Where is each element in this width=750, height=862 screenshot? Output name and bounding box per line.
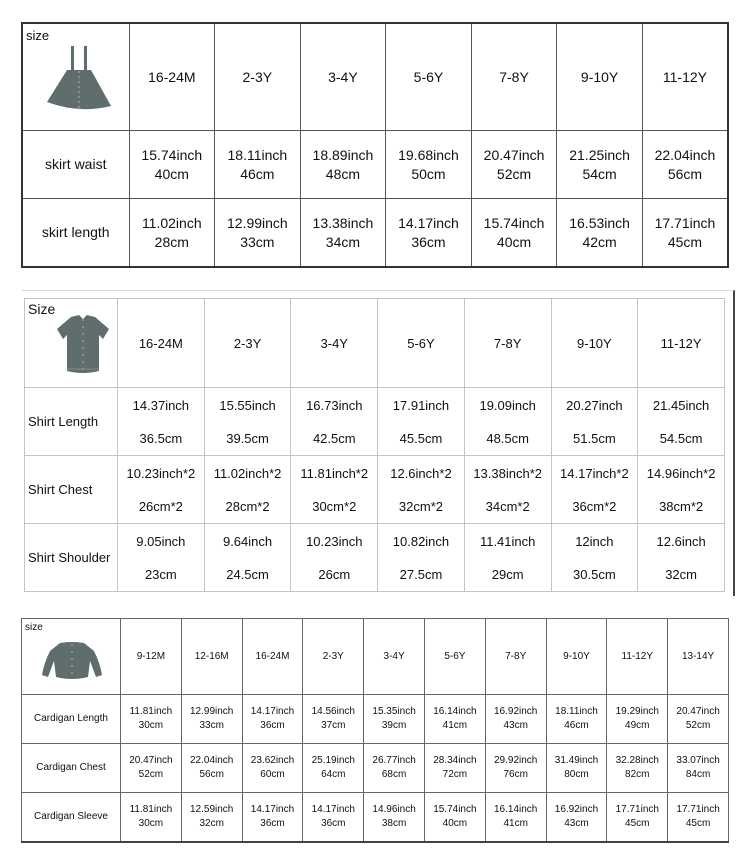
cm-value: 43cm: [564, 818, 589, 829]
inch-value: 12.6inch: [656, 533, 706, 549]
inch-value: 14.17inch*2: [560, 465, 629, 481]
measure-cell: [204, 524, 291, 592]
measure-cell: [485, 744, 546, 793]
cm-value: 36cm: [321, 818, 346, 829]
shirt-corner-cell: [25, 299, 118, 388]
cm-value: 52cm: [685, 720, 711, 731]
cm-value: 40cm: [496, 233, 532, 250]
inch-value: 21.25inch: [569, 146, 630, 163]
cm-value: 56cm: [667, 165, 703, 182]
measure-cell: [129, 131, 215, 199]
measure-cell: [121, 744, 182, 793]
measure-cell: [181, 744, 242, 793]
cm-value: 34cm*2: [485, 498, 530, 514]
cm-value: 28cm*2: [225, 498, 270, 514]
cm-value: 54.5cm: [659, 430, 703, 446]
inch-value: 13.38inch*2: [473, 465, 542, 481]
size-header: 2-3Y: [215, 23, 301, 131]
measure-cell: [464, 388, 551, 456]
row-label: Cardigan Sleeve: [22, 793, 121, 843]
cm-value: 40cm: [154, 165, 189, 182]
measure-cell: [424, 744, 485, 793]
inch-value: 26.77inch: [372, 755, 416, 766]
cm-value: 26cm: [318, 566, 351, 582]
cm-value: 42.5cm: [312, 430, 356, 446]
inch-value: 17.71inch: [615, 804, 659, 815]
cm-value: 38cm: [381, 818, 407, 829]
measure-cell: [291, 456, 378, 524]
measure-cell: [638, 456, 725, 524]
size-header: 7-8Y: [485, 619, 546, 695]
skirt-waist-row: [22, 131, 728, 199]
size-header: 11-12Y: [607, 619, 668, 695]
cm-value: 39cm: [381, 720, 407, 731]
row-label: skirt length: [22, 199, 129, 268]
size-header: 16-24M: [242, 619, 303, 695]
size-header: 9-10Y: [551, 299, 638, 388]
cm-value: 26cm*2: [138, 498, 183, 514]
cm-value: 52cm: [138, 769, 164, 780]
inch-value: 11.81inch: [129, 804, 173, 815]
measure-cell: [129, 199, 215, 268]
cm-value: 36cm: [260, 720, 285, 731]
measure-cell: [424, 695, 485, 744]
measure-cell: [121, 695, 182, 744]
measure-cell: [364, 744, 425, 793]
inch-value: 20.47inch: [483, 146, 545, 163]
size-header: 5-6Y: [424, 619, 485, 695]
size-header: 5-6Y: [386, 23, 472, 131]
cm-value: 43cm: [503, 720, 528, 731]
skirt-corner-cell: [22, 23, 129, 131]
inch-value: 14.96inch: [372, 804, 416, 815]
measure-cell: [364, 695, 425, 744]
measure-cell: [607, 744, 668, 793]
measure-cell: [386, 199, 472, 268]
size-header: 9-10Y: [557, 23, 643, 131]
cm-value: 28cm: [154, 233, 189, 250]
inch-value: 19.29inch: [615, 706, 659, 717]
cardigan-sleeve-row: [22, 793, 729, 843]
inch-value: 12.6inch*2: [390, 465, 452, 481]
measure-cell: [300, 131, 386, 199]
measure-cell: [638, 524, 725, 592]
inch-value: 18.89inch: [312, 146, 374, 163]
cardigan-length-row: [22, 695, 729, 744]
inch-value: 20.47inch: [676, 706, 720, 717]
measure-cell: [638, 388, 725, 456]
cm-value: 45cm: [685, 818, 711, 829]
cm-value: 82cm: [625, 769, 650, 780]
measure-cell: [551, 456, 638, 524]
cm-value: 52cm: [496, 165, 532, 182]
row-label: Shirt Length: [25, 388, 118, 456]
measure-cell: [378, 456, 465, 524]
measure-cell: [557, 131, 643, 199]
inch-value: 20.27inch: [566, 397, 623, 413]
measure-cell: [485, 695, 546, 744]
inch-value: 31.49inch: [554, 755, 599, 766]
shirt-shoulder-row: [25, 524, 725, 592]
inch-value: 17.91inch: [392, 397, 450, 413]
cm-value: 45cm: [667, 233, 703, 250]
inch-value: 21.45inch: [652, 397, 710, 413]
cm-value: 27.5cm: [399, 566, 443, 582]
inch-value: 15.74inch: [483, 214, 545, 231]
measure-cell: [291, 524, 378, 592]
measure-cell: [300, 199, 386, 268]
skirt-size-table: [21, 22, 729, 268]
inch-value: 22.04inch: [190, 755, 234, 766]
measure-cell: [464, 456, 551, 524]
inch-value: 19.09inch: [479, 397, 536, 413]
cm-value: 68cm: [381, 769, 407, 780]
cm-value: 23cm: [144, 566, 177, 582]
row-label: Shirt Chest: [25, 456, 118, 524]
inch-value: 14.17inch: [311, 804, 355, 815]
shirt-length-row: [25, 388, 725, 456]
skirt-length-row: [22, 199, 728, 268]
measure-cell: [242, 793, 303, 843]
size-header: 12-16M: [181, 619, 242, 695]
inch-value: 14.37inch: [132, 397, 190, 413]
measure-cell: [471, 131, 557, 199]
measure-cell: [386, 131, 472, 199]
inch-value: 10.82inch: [392, 533, 450, 549]
cardigan-icon: [40, 641, 104, 681]
inch-value: 33.07inch: [676, 755, 720, 766]
inch-value: 12.99inch: [190, 706, 234, 717]
cm-value: 36.5cm: [139, 430, 183, 446]
inch-value: 28.34inch: [433, 755, 477, 766]
inch-value: 23.62inch: [250, 755, 295, 766]
measure-cell: [215, 199, 301, 268]
inch-value: 12inch: [575, 533, 614, 549]
cm-value: 42cm: [582, 233, 617, 250]
shirt-header-row: [25, 299, 725, 388]
measure-cell: [204, 456, 291, 524]
inch-value: 32.28inch: [615, 755, 659, 766]
measure-cell: [364, 793, 425, 843]
inch-value: 16.14inch: [493, 804, 538, 815]
measure-cell: [204, 388, 291, 456]
size-header: 9-12M: [121, 619, 182, 695]
cm-value: 38cm*2: [659, 498, 704, 514]
row-label: Shirt Shoulder: [25, 524, 118, 592]
inch-value: 12.99inch: [226, 214, 288, 231]
measure-cell: [118, 524, 205, 592]
inch-value: 10.23inch: [306, 533, 363, 549]
size-header: 11-12Y: [642, 23, 728, 131]
inch-value: 14.56inch: [311, 706, 355, 717]
size-header: 7-8Y: [471, 23, 557, 131]
size-header: 16-24M: [118, 299, 205, 388]
inch-value: 9.05inch: [136, 533, 186, 549]
measure-cell: [485, 793, 546, 843]
cm-value: 60cm: [260, 769, 285, 780]
measure-cell: [642, 199, 728, 268]
cm-value: 64cm: [321, 769, 346, 780]
measure-cell: [303, 744, 364, 793]
measure-cell: [378, 388, 465, 456]
shirt-size-table: [24, 298, 725, 592]
cm-value: 32cm*2: [398, 498, 443, 514]
inch-value: 22.04inch: [654, 146, 716, 163]
measure-cell: [291, 388, 378, 456]
cm-value: 54cm: [582, 165, 617, 182]
measure-cell: [242, 744, 303, 793]
measure-cell: [607, 793, 668, 843]
cm-value: 37cm: [321, 720, 346, 731]
cm-value: 51.5cm: [573, 430, 616, 446]
cm-value: 49cm: [625, 720, 650, 731]
size-header: 2-3Y: [204, 299, 291, 388]
cm-value: 30cm: [138, 720, 164, 731]
cm-value: 33cm: [240, 233, 275, 250]
cardigan-size-table: [21, 618, 729, 843]
inch-value: 16.53inch: [569, 214, 630, 231]
cm-value: 39.5cm: [226, 430, 269, 446]
cm-value: 48.5cm: [486, 430, 529, 446]
cm-value: 24.5cm: [226, 566, 269, 582]
size-header: 13-14Y: [668, 619, 729, 695]
cm-value: 33cm: [199, 720, 224, 731]
measure-cell: [668, 744, 729, 793]
skirt-header-row: [22, 23, 728, 131]
inch-value: 16.73inch: [306, 397, 363, 413]
inch-value: 9.64inch: [222, 533, 273, 549]
cm-value: 56cm: [199, 769, 224, 780]
measure-cell: [546, 695, 607, 744]
size-header: 11-12Y: [638, 299, 725, 388]
inch-value: 15.74inch: [141, 146, 203, 163]
inch-value: 11.41inch: [479, 533, 536, 549]
size-label: size: [26, 28, 50, 43]
inch-value: 11.81inch: [129, 706, 173, 717]
measure-cell: [642, 131, 728, 199]
inch-value: 19.68inch: [398, 146, 459, 163]
cm-value: 29cm: [491, 566, 524, 582]
cm-value: 50cm: [411, 165, 446, 182]
inch-value: 14.17inch: [250, 804, 295, 815]
cm-value: 72cm: [442, 769, 468, 780]
size-header: 3-4Y: [291, 299, 378, 388]
measure-cell: [303, 793, 364, 843]
inch-value: 17.71inch: [676, 804, 720, 815]
inch-value: 12.59inch: [190, 804, 234, 815]
measure-cell: [118, 456, 205, 524]
measure-cell: [215, 131, 301, 199]
measure-cell: [557, 199, 643, 268]
inch-value: 18.11inch: [227, 146, 288, 163]
measure-cell: [181, 793, 242, 843]
cm-value: 80cm: [564, 769, 589, 780]
inch-value: 11.02inch: [141, 214, 202, 231]
size-header: 9-10Y: [546, 619, 607, 695]
inch-value: 20.47inch: [129, 755, 173, 766]
inch-value: 18.11inch: [555, 706, 598, 717]
short-sleeve-shirt-icon: [55, 313, 111, 375]
cm-value: 36cm*2: [572, 498, 617, 514]
inch-value: 25.19inch: [311, 755, 355, 766]
cm-value: 41cm: [442, 720, 468, 731]
inch-value: 14.17inch: [398, 214, 459, 231]
measure-cell: [303, 695, 364, 744]
cm-value: 48cm: [325, 165, 361, 182]
suspender-skirt-icon: [45, 44, 113, 112]
cm-value: 30cm: [138, 818, 164, 829]
cm-value: 36cm: [260, 818, 285, 829]
row-label: Cardigan Chest: [22, 744, 121, 793]
measure-cell: [546, 744, 607, 793]
inch-value: 14.17inch: [250, 706, 295, 717]
inch-value: 11.02inch*2: [213, 465, 282, 481]
cm-value: 84cm: [685, 769, 711, 780]
measure-cell: [546, 793, 607, 843]
cm-value: 46cm: [564, 720, 589, 731]
inch-value: 16.92inch: [493, 706, 538, 717]
cardigan-corner-cell: [22, 619, 121, 695]
size-header: 3-4Y: [364, 619, 425, 695]
inch-value: 11.81inch*2: [300, 465, 369, 481]
inch-value: 17.71inch: [654, 214, 716, 231]
cm-value: 40cm: [442, 818, 468, 829]
size-label: Size: [28, 301, 56, 317]
size-header: 5-6Y: [378, 299, 465, 388]
measure-cell: [607, 695, 668, 744]
cm-value: 30cm*2: [312, 498, 357, 514]
measure-cell: [551, 524, 638, 592]
size-header: 7-8Y: [464, 299, 551, 388]
inch-value: 15.35inch: [372, 706, 416, 717]
cm-value: 36cm: [411, 233, 446, 250]
measure-cell: [668, 695, 729, 744]
measure-cell: [242, 695, 303, 744]
measure-cell: [471, 199, 557, 268]
inch-value: 16.14inch: [433, 706, 477, 717]
inch-value: 29.92inch: [493, 755, 538, 766]
measure-cell: [378, 524, 465, 592]
measure-cell: [121, 793, 182, 843]
measure-cell: [118, 388, 205, 456]
measure-cell: [181, 695, 242, 744]
cm-value: 32cm: [665, 566, 697, 582]
size-label: size: [25, 622, 43, 633]
cm-value: 45cm: [625, 818, 650, 829]
cardigan-header-row: [22, 619, 729, 695]
measure-cell: [464, 524, 551, 592]
cm-value: 45.5cm: [399, 430, 443, 446]
measure-cell: [668, 793, 729, 843]
inch-value: 14.96inch*2: [646, 465, 716, 481]
measure-cell: [551, 388, 638, 456]
cm-value: 41cm: [503, 818, 528, 829]
inch-value: 10.23inch*2: [126, 465, 196, 481]
cm-value: 30.5cm: [573, 566, 616, 582]
size-header: 3-4Y: [300, 23, 386, 131]
cardigan-chest-row: [22, 744, 729, 793]
inch-value: 16.92inch: [554, 804, 599, 815]
shirt-chest-row: [25, 456, 725, 524]
cm-value: 32cm: [199, 818, 224, 829]
inch-value: 13.38inch: [312, 214, 374, 231]
measure-cell: [424, 793, 485, 843]
cm-value: 76cm: [503, 769, 528, 780]
row-label: skirt waist: [22, 131, 129, 199]
cm-value: 34cm: [325, 233, 361, 250]
cm-value: 46cm: [240, 165, 275, 182]
inch-value: 15.74inch: [433, 804, 477, 815]
inch-value: 15.55inch: [219, 397, 276, 413]
row-label: Cardigan Length: [22, 695, 121, 744]
size-header: 2-3Y: [303, 619, 364, 695]
size-header: 16-24M: [129, 23, 215, 131]
